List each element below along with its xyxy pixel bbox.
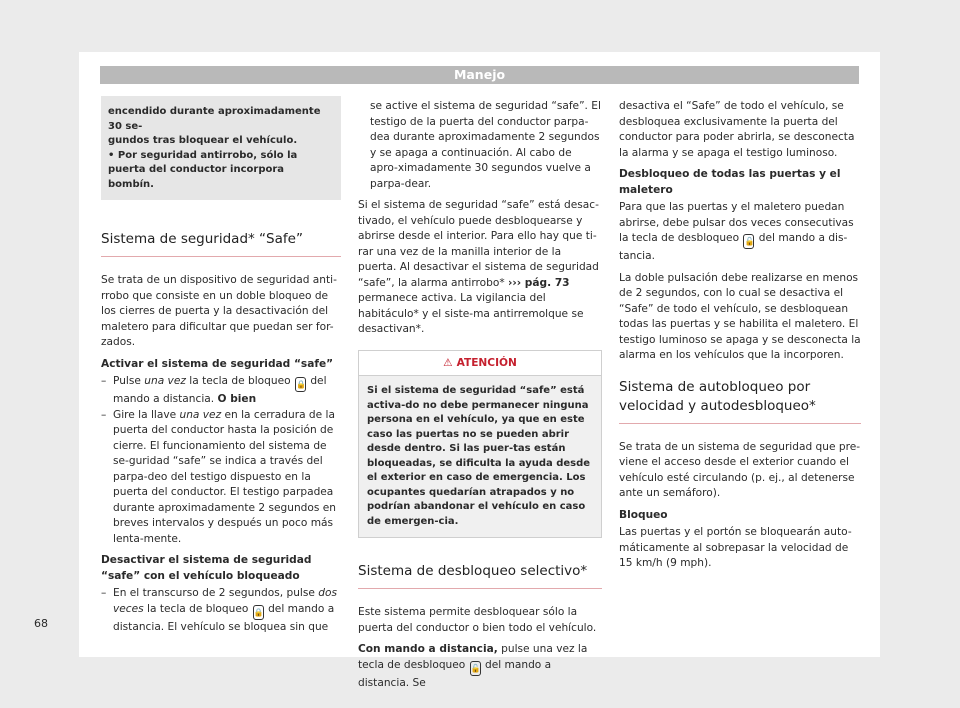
deactivate-heading: Desactivar el sistema de seguridad “safe” con el vehículo bloqueado bbox=[101, 554, 312, 582]
header-title: Manejo bbox=[453, 67, 506, 82]
lock-heading: Bloqueo bbox=[619, 508, 668, 521]
lock-paragraph: Las puertas y el portón se bloquearán auto-máticamente al sobrepasar la velocidad de 15 km/h (9 mph). bbox=[619, 526, 852, 569]
autolock-intro: Se trata de un sistema de seguridad que pre-viene el acceso desde el exterior cuando el vehículo esté circulando (p. ej., al detenerse ante un semáforo). bbox=[619, 440, 861, 499]
note-box bbox=[101, 96, 341, 200]
activate-heading: Activar el sistema de seguridad “safe” bbox=[101, 357, 334, 370]
continued-text: desactiva el “Safe” de todo el vehículo, se desbloquea exclusivamente la puerta del conductor para poder abrirla, se desconecta la alarma y se apaga el testigo luminoso. bbox=[619, 100, 855, 159]
unlock-paragraph: Para que las puertas y el maletero puedan abrirse, debe pulsar dos veces consecutivas la tecla de desbloqueo 🔓 del mando a dis-tancia. bbox=[619, 201, 854, 262]
column-2 bbox=[358, 99, 602, 697]
note-bullet: • Por seguridad antirrobo, sólo la puerta del conductor incorpora bombín. bbox=[108, 149, 298, 190]
warning-text: Si el sistema de seguridad “safe” está activa-do no debe permanecer ninguna persona en el vehículo, ya que en este caso las puertas no se pueden abrir desde dentro. Si las puer-tas están bloqueadas, se dificulta la ayuda desde el exterior en caso de emergencia. Los ocupantes quedarían atrapados y no podrían abandonar el vehículo en caso de emergen-cia. bbox=[359, 376, 601, 537]
lock-key-icon: 🔒 bbox=[295, 377, 306, 392]
note-line: encendido durante aproximadamente 30 se- bbox=[108, 106, 321, 132]
activate-step-1: – Pulse una vez la tecla de bloqueo 🔒 del mando a distancia. O bien bbox=[101, 374, 341, 408]
warning-title: ATENCIÓN bbox=[456, 356, 517, 369]
section-title-selective: Sistema de desbloqueo selectivo* bbox=[358, 562, 602, 589]
double-press-paragraph: La doble pulsación debe realizarse en menos de 2 segundos, con lo cual se desactiva el “Safe” de todo el vehículo, se desbloquean todas las puertas y se habilita el maletero. El testigo luminoso se apaga y se desconecta la alarma en los vehículos que la incorporen. bbox=[619, 271, 861, 361]
warning-icon: ⚠ bbox=[443, 356, 453, 369]
safe-deactivated-paragraph: Si el sistema de seguridad “safe” está desac-tivado, el vehículo puede desbloquearse y abrirse desde el interior. Para ello hay que ti-rar una vez de la manilla interior de la puerta. Al desactivar el sistema de seguridad “safe”, la alarma antirrobo* ››› pág. 73 permanece activa. La vigilancia del habitáculo* y el siste-ma antirremolque se desactivan*. bbox=[358, 199, 599, 335]
page-reference-link[interactable]: ››› pág. 73 bbox=[508, 276, 570, 289]
unlock-key-icon: 🔓 bbox=[743, 234, 754, 249]
page-header bbox=[100, 66, 859, 84]
safe-intro: Se trata de un dispositivo de seguridad anti-rrobo que consiste en un doble bloqueo de los cierres de puerta y la desactivación del maletero para dificultar que puedan ser for-zados. bbox=[101, 274, 337, 348]
activate-step-2: – Gire la llave una vez en la cerradura de la puerta del conductor hasta la posición de cierre. El funcionamiento del sistema de se-guridad “safe” se indica a través del parpa-deo del testigo dispuesto en la puerta del conductor. El testigo parpadea durante aproximadamente 2 segundos en breves intervalos y después un poco más lenta-mente. bbox=[101, 408, 341, 548]
column-1-body bbox=[101, 230, 341, 635]
remote-paragraph: Con mando a distancia, pulse una vez la tecla de desbloqueo 🔓 del mando a distancia. Se bbox=[358, 643, 588, 689]
column-1 bbox=[101, 96, 341, 200]
warning-box bbox=[358, 350, 602, 539]
continued-text: se active el sistema de seguridad “safe”. El testigo de la puerta del conductor parpa-dea durante aproximadamente 2 segundos y se apaga a continuación. Al cabo de apro-ximadamente 30 segundos vuelve a parpa-dear. bbox=[370, 100, 601, 190]
unlock-key-icon: 🔓 bbox=[470, 661, 481, 676]
lock-key-icon: 🔒 bbox=[253, 605, 264, 620]
section-title-autolock: Sistema de autobloqueo por velocidad y autodesbloqueo* bbox=[619, 378, 861, 424]
selective-intro: Este sistema permite desbloquear sólo la puerta del conductor o bien todo el vehículo. bbox=[358, 606, 597, 634]
note-line: gundos tras bloquear el vehículo. bbox=[108, 135, 298, 146]
deactivate-step: – En el transcurso de 2 segundos, pulse dos veces la tecla de bloqueo 🔒 del mando a distancia. El vehículo se bloquea sin que bbox=[101, 586, 341, 635]
warning-header bbox=[359, 351, 601, 377]
section-title-safe: Sistema de seguridad* “Safe” bbox=[101, 230, 341, 257]
column-3 bbox=[619, 99, 861, 578]
unlock-heading: Desbloqueo de todas las puertas y el maletero bbox=[619, 168, 841, 196]
page-number: 68 bbox=[34, 617, 48, 630]
